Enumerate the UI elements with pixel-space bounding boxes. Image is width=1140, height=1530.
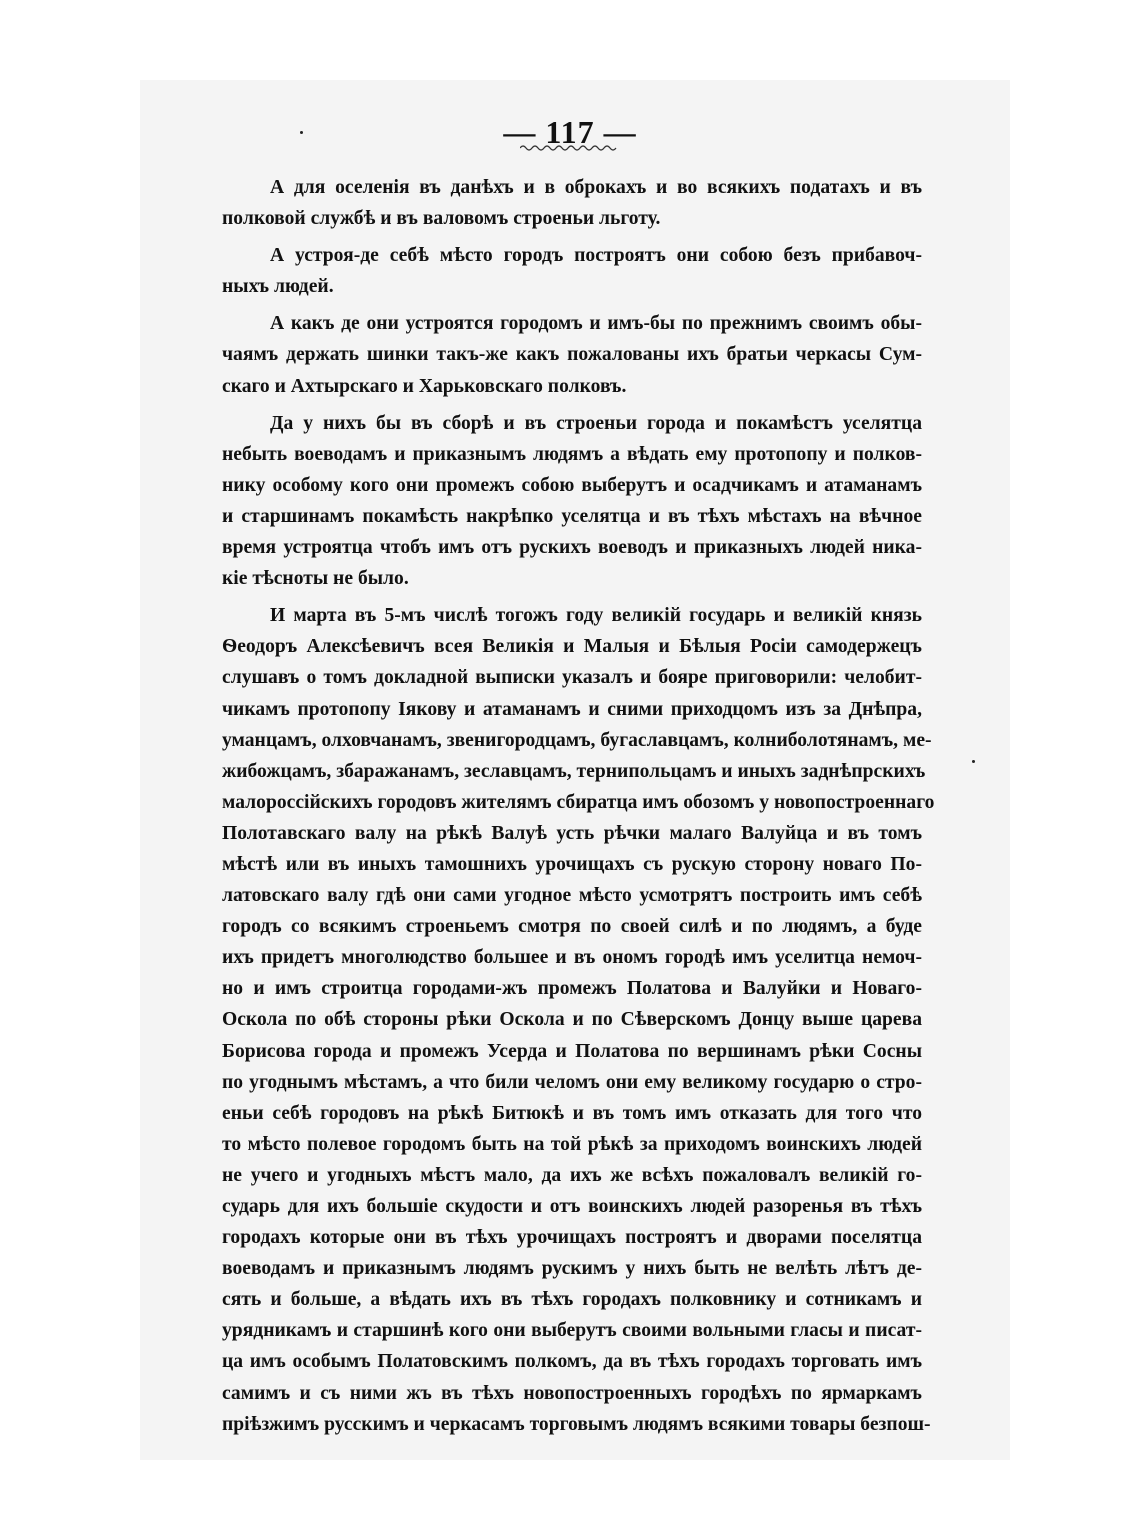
text-line: скаго и Ахтырскаго и Харьковскаго полковъ.	[222, 375, 627, 397]
text-line: Оскола по обѣ стороны рѣки Оскола и по Сѣверскомъ Донцу выше царева	[222, 1009, 922, 1031]
text-line: не учего и угодныхъ мѣстъ мало, да ихъ же всѣхъ пожаловалъ великій го-	[222, 1164, 922, 1186]
wavy-underline-ornament	[520, 144, 620, 152]
text-line: сударь для ихъ большіе скудости и отъ воинскихъ людей разоренья въ тѣхъ	[222, 1196, 922, 1217]
text-line: воеводамъ и приказнымъ людямъ рускимъ у нихъ быть не велѣть лѣтъ де-	[222, 1258, 922, 1280]
page-number: — 117 —	[503, 114, 637, 150]
text-line: чикамъ протопопу Іякову и атаманамъ и сними приходцомъ изъ за Днѣпра,	[222, 698, 922, 720]
text-line: и старшинамъ покамѣсть накрѣпко уселятца и въ тѣхъ мѣстахъ на вѣчное	[222, 505, 922, 527]
text-line: Ѳеодоръ Алексѣевичъ всея Великія и Малыя и Бѣлыя Росіи самодержецъ	[222, 636, 922, 658]
paragraph	[222, 600, 935, 1440]
text-line: латовскаго валу гдѣ они сами угодное мѣсто усмотрятъ построить имъ себѣ	[222, 885, 922, 907]
paragraph	[222, 172, 922, 234]
text-line: пріѣзжимъ русскимъ и черкасамъ торговымъ людямъ всякими товары безпош-	[222, 1413, 931, 1435]
text-line: А устроя-де себѣ мѣсто городъ построятъ они собою безъ прибавоч-	[270, 245, 922, 267]
text-line: городахъ которые они въ тѣхъ урочищахъ построятъ и дворами поселятца	[222, 1227, 922, 1249]
text-line: ихъ придетъ многолюдство большее и въ ономъ городѣ имъ уселитца немоч-	[222, 947, 922, 969]
text-line: самимъ и съ ними жъ въ тѣхъ новопостроенныхъ городѣхъ по ярмаркамъ	[222, 1382, 922, 1404]
text-line: жибожцамъ, збаражанамъ, зеславцамъ, тернипольцамъ и иныхъ заднѣпрскихъ	[222, 760, 926, 782]
paragraph	[222, 240, 922, 302]
text-line: И марта въ 5-мъ числѣ тогожъ году великій государь и великій князь	[270, 605, 922, 627]
text-line: по угоднымъ мѣстамъ, а что били челомъ они ему великому государю о стро-	[222, 1071, 922, 1093]
body-text	[222, 172, 935, 1446]
text-line: мѣстѣ или въ иныхъ тамошнихъ урочищахъ съ рускую сторону новаго По-	[222, 853, 922, 875]
text-line: Борисова города и промежъ Усерда и Полатова по вершинамъ рѣки Сосны	[222, 1040, 922, 1062]
text-line: Да у нихъ бы въ сборѣ и въ строеньи города и покамѣстъ уселятца	[270, 412, 922, 434]
text-line: уманцамъ, олховчанамъ, звенигородцамъ, бугаславцамъ, колниболотянамъ, ме-	[222, 729, 932, 751]
text-line: нику особому кого они промежъ собою выберутъ и осадчикамъ и атаманамъ	[222, 474, 922, 496]
speck-mark	[300, 131, 303, 134]
text-line: еньи себѣ городовъ на рѣкѣ Битюкѣ и въ томъ имъ отказать для того что	[222, 1102, 922, 1124]
text-line: малороссійскихъ городовъ жителямъ сбиратца имъ обозомъ у новопостроеннаго	[222, 791, 935, 813]
paragraph	[222, 408, 922, 595]
text-line: небыть воеводамъ и приказнымъ людямъ а вѣдать ему протопопу и полков-	[222, 443, 922, 465]
speck-mark	[972, 760, 975, 763]
text-line: но и имъ строитца городами-жъ промежъ Полатова и Валуйки и Новаго-	[222, 978, 922, 1000]
text-line: полковой службѣ и въ валовомъ строеньи льготу.	[222, 208, 661, 230]
text-line: А какъ де они устроятся городомъ и имъ-бы по прежнимъ своимъ обы-	[270, 313, 922, 335]
text-line: Полотавскаго валу на рѣкѣ Валуѣ усть рѣчки малаго Валуйца и въ томъ	[222, 822, 922, 844]
text-line: сять и больше, а вѣдать ихъ въ тѣхъ городахъ полковнику и сотникамъ и	[222, 1289, 922, 1311]
text-line: городъ со всякимъ строеньемъ смотря по своей силѣ и по людямъ, а буде	[222, 916, 922, 938]
text-line: чаямъ держать шинки такъ-же какъ пожалованы ихъ братьи черкасы Сум-	[222, 344, 922, 366]
text-line: время устроятца чтобъ имъ отъ рускихъ воеводъ и приказныхъ людей ника-	[222, 537, 922, 559]
text-line: кіе тѣсноты не было.	[222, 568, 409, 590]
text-line: А для оселенія въ данѣхъ и в оброкахъ и во всякихъ податахъ и въ	[270, 177, 922, 198]
text-line: ца имъ особымъ Полатовскимъ полкомъ, да въ тѣхъ городахъ торговать имъ	[222, 1351, 922, 1373]
text-line: урядникамъ и старшинѣ кого они выберутъ своими вольными гласы и писат-	[222, 1320, 922, 1342]
text-line: слушавъ о томъ докладной выписки указалъ и бояре приговорили: челобит-	[222, 667, 922, 689]
text-line: ныхъ людей.	[222, 276, 334, 298]
paragraph	[222, 308, 922, 401]
text-line: то мѣсто полевое городомъ быть на той рѣкѣ за приходомъ воинскихъ людей	[222, 1133, 922, 1155]
